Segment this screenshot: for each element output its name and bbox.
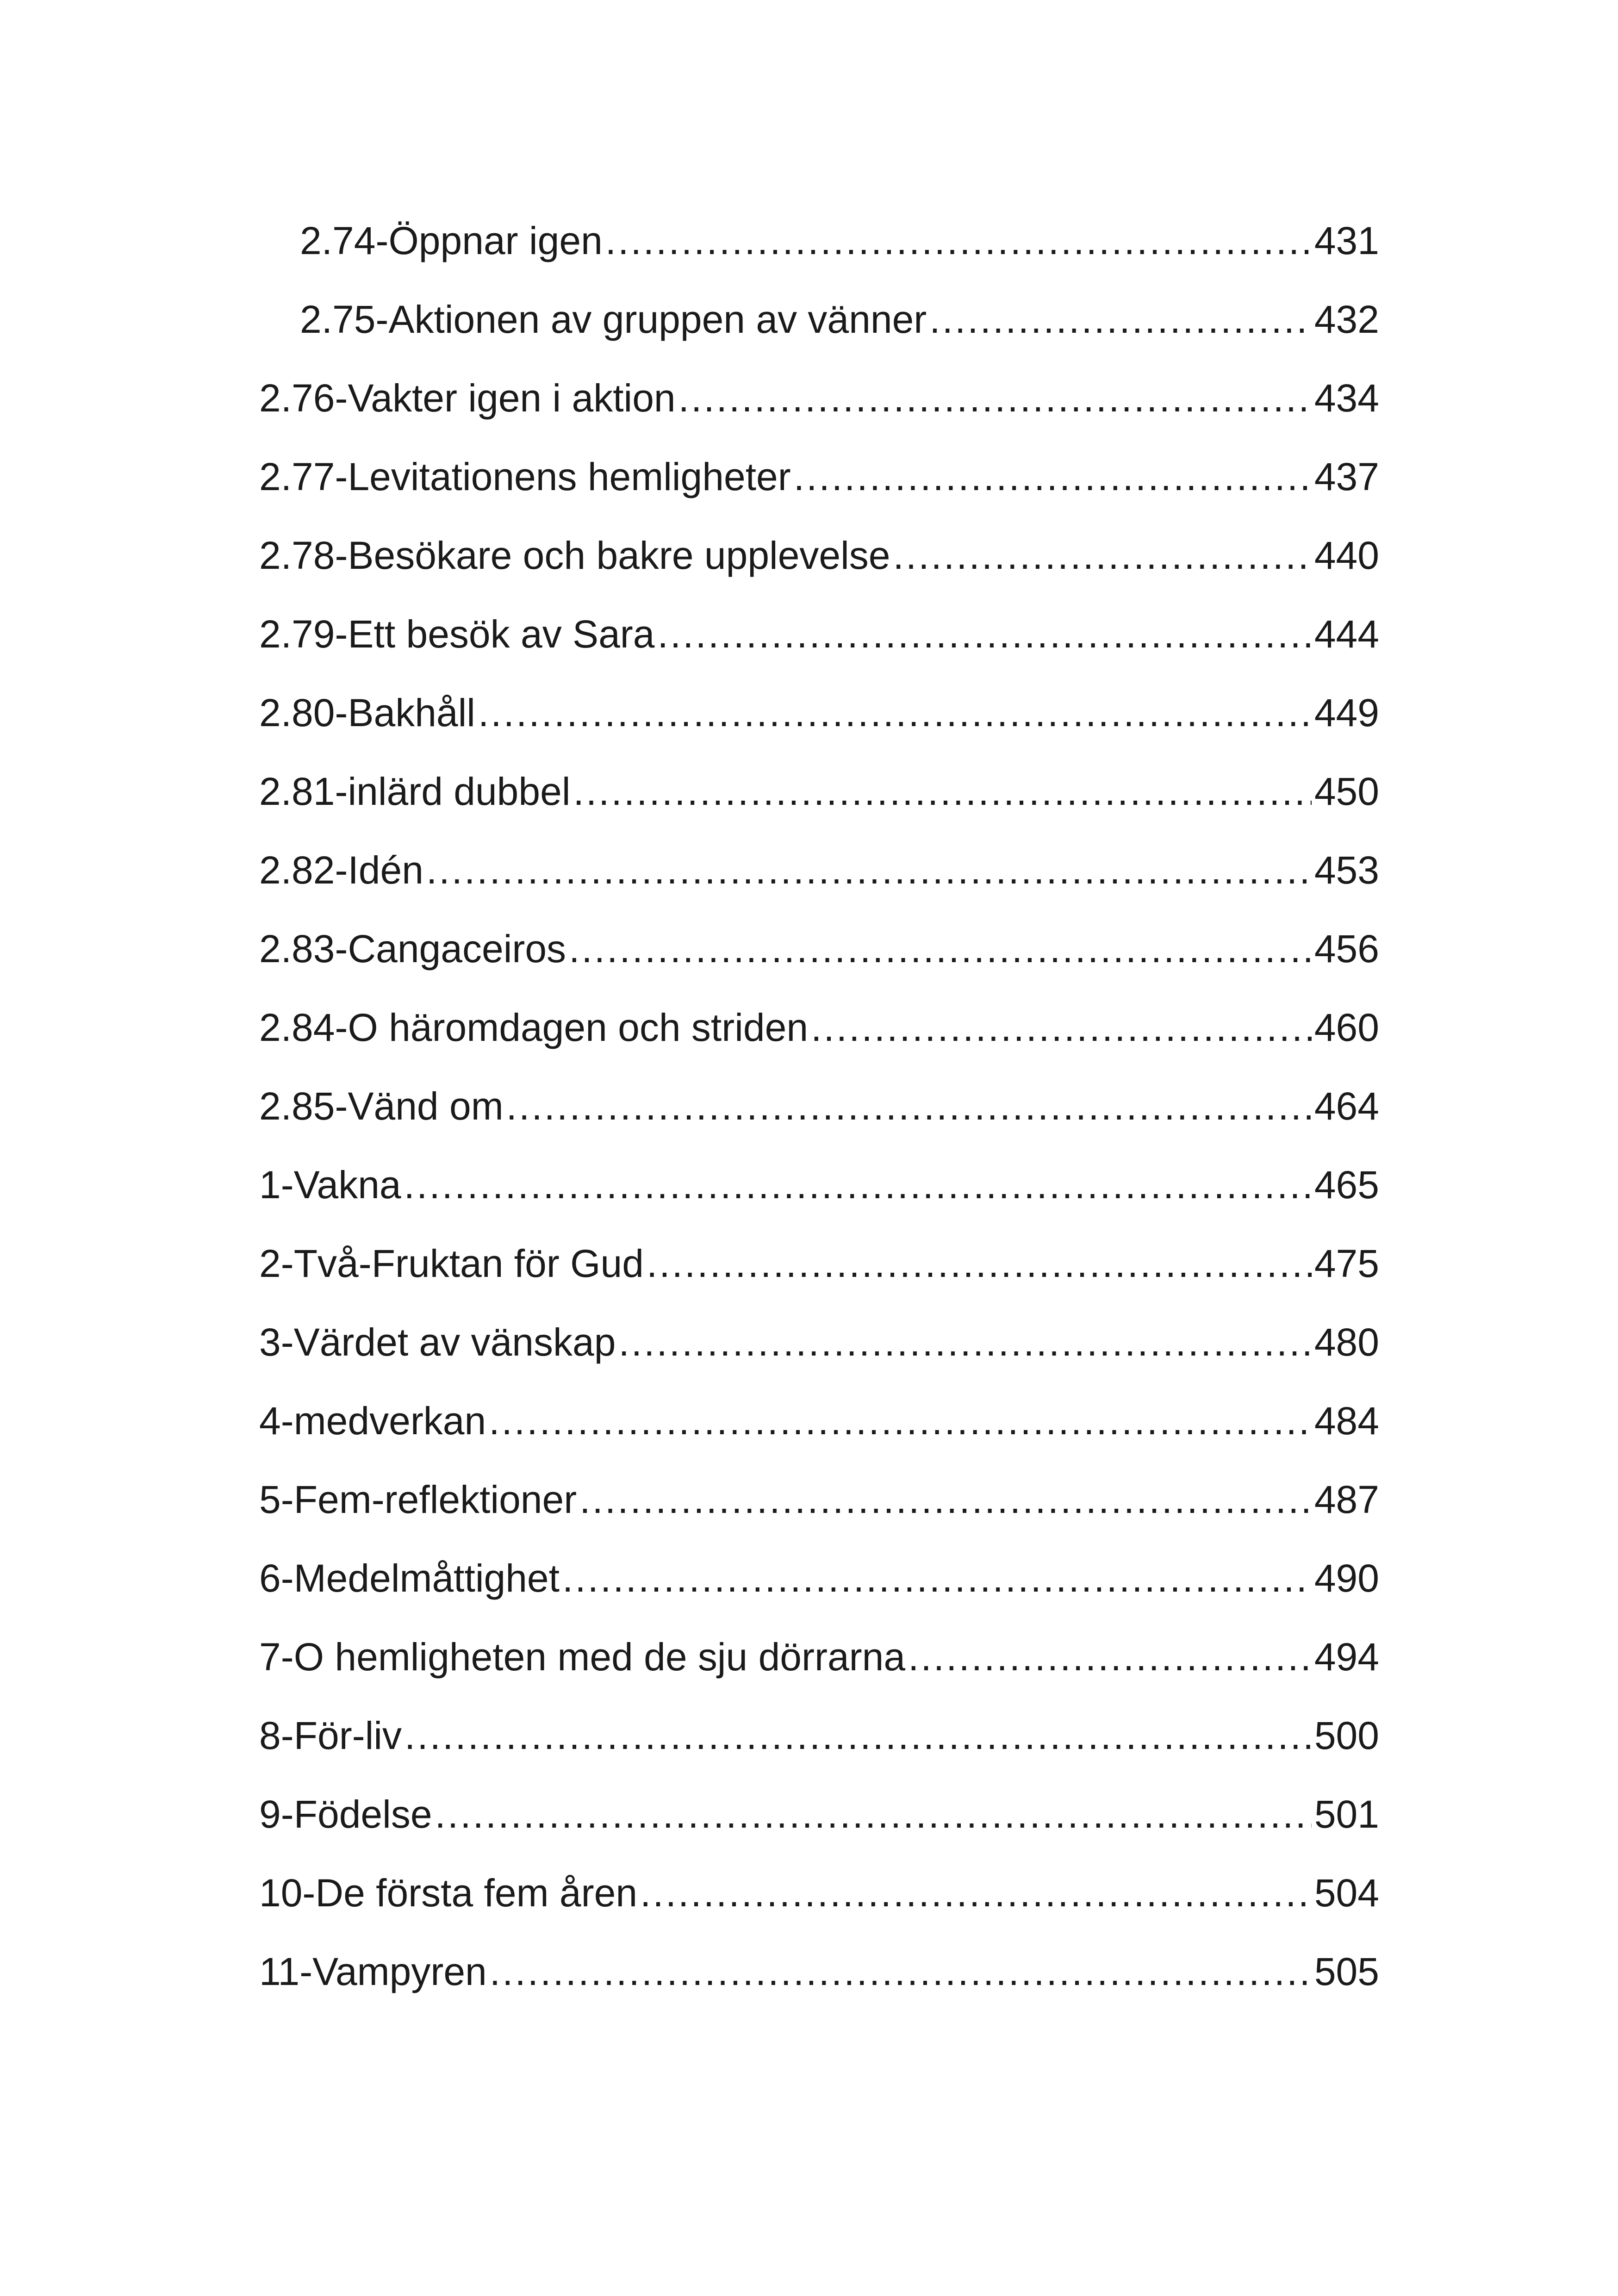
toc-entry-page: 501: [1314, 1792, 1379, 1836]
toc-dot-leader: [908, 1624, 1312, 1689]
toc-entry-title: 2.83-Cangaceiros: [259, 927, 566, 971]
toc-entry[interactable]: [259, 1860, 1379, 1925]
toc-dot-leader: [811, 995, 1312, 1060]
toc-entry[interactable]: [259, 366, 1379, 430]
toc-entry[interactable]: [259, 916, 1379, 981]
toc-entry-page: 490: [1314, 1556, 1379, 1600]
toc-entry-page: 440: [1314, 534, 1379, 577]
toc-entry-page: 432: [1314, 298, 1379, 341]
toc-entry[interactable]: [259, 759, 1379, 824]
toc-entry-page: 449: [1314, 691, 1379, 734]
toc-entry[interactable]: [259, 1546, 1379, 1611]
toc-dot-leader: [573, 759, 1312, 824]
toc-entry[interactable]: [259, 1152, 1379, 1217]
toc-entry[interactable]: [259, 680, 1379, 745]
toc-entry-page: 460: [1314, 1006, 1379, 1049]
toc-dot-leader: [404, 1703, 1312, 1768]
toc-dot-leader: [640, 1860, 1312, 1925]
toc-entry-page: 444: [1314, 612, 1379, 656]
toc-entry[interactable]: [259, 1782, 1379, 1847]
toc-dot-leader: [569, 916, 1312, 981]
toc-entry-title: 2.78-Besökare och bakre upplevelse: [259, 534, 890, 577]
toc-entry[interactable]: [259, 1074, 1379, 1139]
toc-dot-leader: [893, 523, 1312, 588]
toc-dot-leader: [678, 366, 1312, 430]
toc-entry[interactable]: [259, 1939, 1379, 2004]
toc-entry-title: 2.75-Aktionen av gruppen av vänner: [300, 298, 927, 341]
toc-entry-title: 2-Två-Fruktan för Gud: [259, 1242, 644, 1285]
toc-entry-title: 2.77-Levitationens hemligheter: [259, 455, 791, 498]
toc-entry-title: 2.79-Ett besök av Sara: [259, 612, 655, 656]
toc-entry[interactable]: [259, 1310, 1379, 1375]
toc-entry-page: 505: [1314, 1950, 1379, 1993]
toc-entry[interactable]: [300, 287, 1379, 352]
toc-dot-leader: [562, 1546, 1312, 1611]
toc-dot-leader: [478, 680, 1312, 745]
toc-entry-title: 10-De första fem åren: [259, 1871, 638, 1915]
toc-entry-title: 3-Värdet av vänskap: [259, 1320, 616, 1364]
toc-entry[interactable]: [259, 1467, 1379, 1532]
toc-entry[interactable]: [259, 1388, 1379, 1453]
toc-entry-page: 475: [1314, 1242, 1379, 1285]
toc-entry-title: 6-Medelmåttighet: [259, 1556, 560, 1600]
toc-entry-title: 8-För-liv: [259, 1714, 402, 1757]
toc-entry-page: 464: [1314, 1084, 1379, 1128]
toc-entry-title: 5-Fem-reflektioner: [259, 1478, 577, 1521]
toc-entry-page: 504: [1314, 1871, 1379, 1915]
toc-entry-title: 4-medverkan: [259, 1399, 486, 1443]
toc-entry-title: 2.84-O häromdagen och striden: [259, 1006, 809, 1049]
toc-entry-page: 480: [1314, 1320, 1379, 1364]
toc-entry-page: 487: [1314, 1478, 1379, 1521]
toc-entry-page: 437: [1314, 455, 1379, 498]
toc-entry-title: 9-Födelse: [259, 1792, 432, 1836]
toc-entry-page: 434: [1314, 376, 1379, 420]
toc-entry-page: 431: [1314, 219, 1379, 262]
toc-entry[interactable]: [259, 1624, 1379, 1689]
toc-entry-page: 453: [1314, 848, 1379, 892]
toc-entry-page: 494: [1314, 1635, 1379, 1679]
toc-entry-title: 2.81-inlärd dubbel: [259, 770, 571, 813]
toc-entry[interactable]: [300, 208, 1379, 273]
toc-entry[interactable]: [259, 444, 1379, 509]
toc-entry-title: 2.80-Bakhåll: [259, 691, 475, 734]
toc-entry-title: 11-Vampyren: [259, 1950, 487, 1993]
toc-entry[interactable]: [259, 1231, 1379, 1296]
toc-dot-leader: [490, 1939, 1312, 2004]
toc-entry-title: 7-O hemligheten med de sju dörrarna: [259, 1635, 906, 1679]
toc-dot-leader: [618, 1310, 1311, 1375]
toc-entry-title: 2.82-Idén: [259, 848, 423, 892]
toc-entry[interactable]: [259, 1703, 1379, 1768]
toc-dot-leader: [506, 1074, 1312, 1139]
toc-entry-page: 500: [1314, 1714, 1379, 1757]
toc-entry-title: 1-Vakna: [259, 1163, 401, 1207]
toc-dot-leader: [579, 1467, 1312, 1532]
toc-dot-leader: [489, 1388, 1312, 1453]
toc-entry[interactable]: [259, 602, 1379, 666]
toc-entry[interactable]: [259, 995, 1379, 1060]
toc-dot-leader: [426, 838, 1312, 902]
toc-entry-page: 450: [1314, 770, 1379, 813]
toc-entry[interactable]: [259, 523, 1379, 588]
toc-dot-leader: [657, 602, 1311, 666]
toc-entry-page: 465: [1314, 1163, 1379, 1207]
toc-dot-leader: [435, 1782, 1312, 1847]
toc-dot-leader: [794, 444, 1312, 509]
toc-entry-title: 2.74-Öppnar igen: [300, 219, 603, 262]
toc-dot-leader: [929, 287, 1312, 352]
toc-entry-title: 2.85-Vänd om: [259, 1084, 504, 1128]
toc-entry-page: 456: [1314, 927, 1379, 971]
toc-entry[interactable]: [259, 838, 1379, 902]
toc-dot-leader: [647, 1231, 1312, 1296]
toc-dot-leader: [404, 1152, 1312, 1217]
toc-entry-page: 484: [1314, 1399, 1379, 1443]
toc-dot-leader: [605, 208, 1312, 273]
toc-entry-title: 2.76-Vakter igen i aktion: [259, 376, 676, 420]
